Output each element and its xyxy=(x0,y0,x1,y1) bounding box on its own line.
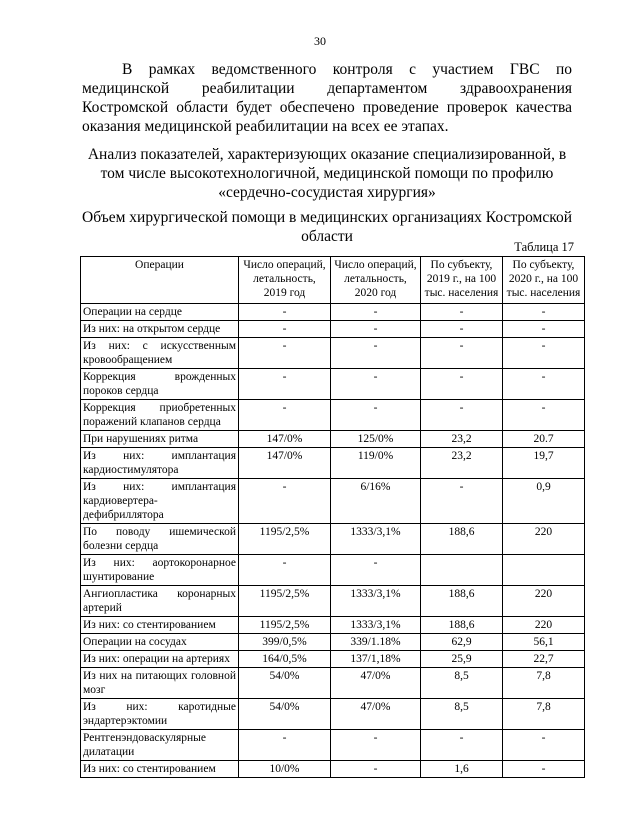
value-cell: - xyxy=(239,304,331,321)
operation-name-cell: Из них: на открытом сердце xyxy=(81,321,239,338)
table-row xyxy=(81,730,585,761)
value-cell: 220 xyxy=(503,617,585,634)
value-cell: - xyxy=(421,400,503,431)
value-cell: - xyxy=(421,479,503,524)
table-row xyxy=(81,321,585,338)
value-cell: - xyxy=(239,321,331,338)
value-cell: - xyxy=(503,304,585,321)
surgery-volume-table xyxy=(80,256,585,778)
value-cell: 1333/3,1% xyxy=(331,617,421,634)
value-cell: 0,9 xyxy=(503,479,585,524)
value-cell: - xyxy=(503,400,585,431)
value-cell: - xyxy=(331,555,421,586)
table-caption: Таблица 17 xyxy=(514,240,574,254)
table-row xyxy=(81,524,585,555)
value-cell: - xyxy=(421,321,503,338)
value-cell: 188,6 xyxy=(421,586,503,617)
table-row xyxy=(81,369,585,400)
value-cell: 7,8 xyxy=(503,668,585,699)
table-row xyxy=(81,448,585,479)
value-cell: 23,2 xyxy=(421,431,503,448)
table-row xyxy=(81,400,585,431)
value-cell: 1195/2,5% xyxy=(239,617,331,634)
value-cell: 62,9 xyxy=(421,634,503,651)
value-cell: 25,9 xyxy=(421,651,503,668)
value-cell: 339/1.18% xyxy=(331,634,421,651)
section-heading: Анализ показателей, характеризующих оказание специализированной, в том числе высокотехнологичной, медицинской помощи по профилю «сердечно-сосудистая хирургия» xyxy=(87,146,567,201)
table-title: Объем хирургической помощи в медицинских организациях Костромской области xyxy=(82,209,573,245)
value-cell: 7,8 xyxy=(503,699,585,730)
table-row xyxy=(81,555,585,586)
operation-name-cell: По поводу ишемической болезни сердца xyxy=(81,524,239,555)
value-cell: 220 xyxy=(503,586,585,617)
table-row xyxy=(81,338,585,369)
table-header-row xyxy=(81,257,585,304)
value-cell: - xyxy=(331,730,421,761)
value-cell: 1333/3,1% xyxy=(331,524,421,555)
value-cell: - xyxy=(503,761,585,778)
value-cell: 6/16% xyxy=(331,479,421,524)
value-cell: 47/0% xyxy=(331,668,421,699)
page-number: 30 xyxy=(314,34,326,48)
value-cell: 22,7 xyxy=(503,651,585,668)
value-cell: 1195/2,5% xyxy=(239,524,331,555)
value-cell: 119/0% xyxy=(331,448,421,479)
value-cell: - xyxy=(503,730,585,761)
table-row xyxy=(81,431,585,448)
table-row xyxy=(81,668,585,699)
operation-name-cell: При нарушениях ритма xyxy=(81,431,239,448)
table-row xyxy=(81,304,585,321)
value-cell: - xyxy=(239,338,331,369)
value-cell xyxy=(503,555,585,586)
table-row xyxy=(81,479,585,524)
table-row xyxy=(81,634,585,651)
value-cell: 10/0% xyxy=(239,761,331,778)
value-cell: 54/0% xyxy=(239,668,331,699)
value-cell: 56,1 xyxy=(503,634,585,651)
value-cell: 1333/3,1% xyxy=(331,586,421,617)
value-cell: - xyxy=(503,321,585,338)
value-cell: - xyxy=(421,338,503,369)
value-cell: - xyxy=(331,369,421,400)
operation-name-cell: Коррекция приобретенных поражений клапанов сердца xyxy=(81,400,239,431)
value-cell: 1,6 xyxy=(421,761,503,778)
value-cell: - xyxy=(421,304,503,321)
header-operations: Операции xyxy=(81,257,239,304)
table-row xyxy=(81,617,585,634)
value-cell: - xyxy=(421,369,503,400)
operation-name-cell: Из них на питающих головной мозг xyxy=(81,668,239,699)
value-cell: - xyxy=(331,321,421,338)
value-cell: 125/0% xyxy=(331,431,421,448)
operation-name-cell: Из них: со стентированием xyxy=(81,761,239,778)
value-cell: 1195/2,5% xyxy=(239,586,331,617)
value-cell: 20.7 xyxy=(503,431,585,448)
value-cell: - xyxy=(331,400,421,431)
value-cell: - xyxy=(331,761,421,778)
value-cell: 137/1,18% xyxy=(331,651,421,668)
operation-name-cell: Коррекция врожденных пороков сердца xyxy=(81,369,239,400)
header-count-2020: Число операций, летальность, 2020 год xyxy=(331,257,421,304)
operation-name-cell: Из них: со стентированием xyxy=(81,617,239,634)
value-cell xyxy=(421,555,503,586)
value-cell: 147/0% xyxy=(239,431,331,448)
operation-name-cell: Операции на сердце xyxy=(81,304,239,321)
value-cell: - xyxy=(503,338,585,369)
table-row xyxy=(81,651,585,668)
value-cell: 164/0,5% xyxy=(239,651,331,668)
value-cell: 147/0% xyxy=(239,448,331,479)
value-cell: - xyxy=(331,338,421,369)
value-cell: - xyxy=(239,555,331,586)
value-cell: - xyxy=(331,304,421,321)
operation-name-cell: Рентгенэндоваскулярные дилатации xyxy=(81,730,239,761)
operation-name-cell: Из них: имплантация кардиовертера-дефибриллятора xyxy=(81,479,239,524)
value-cell: 220 xyxy=(503,524,585,555)
table-row xyxy=(81,699,585,730)
value-cell: 19,7 xyxy=(503,448,585,479)
value-cell: - xyxy=(239,479,331,524)
header-rate-2019: По субъекту, 2019 г., на 100 тыс. населения xyxy=(421,257,503,304)
operation-name-cell: Из них: с искусственным кровообращением xyxy=(81,338,239,369)
operation-name-cell: Ангиопластика коронарных артерий xyxy=(81,586,239,617)
value-cell: - xyxy=(239,400,331,431)
value-cell: - xyxy=(503,369,585,400)
value-cell: 54/0% xyxy=(239,699,331,730)
intro-paragraph: В рамках ведомственного контроля с участием ГВС по медицинской реабилитации департаментом здравоохранения Костромской области будет обеспечено проведение проверок качества оказания медицинской реабилитации на всех ее этапах. xyxy=(82,61,572,135)
header-rate-2020: По субъекту, 2020 г., на 100 тыс. населения xyxy=(503,257,585,304)
header-count-2019: Число операций, летальность, 2019 год xyxy=(239,257,331,304)
value-cell: 23,2 xyxy=(421,448,503,479)
value-cell: - xyxy=(239,369,331,400)
operation-name-cell: Операции на сосудах xyxy=(81,634,239,651)
table-row xyxy=(81,586,585,617)
value-cell: 399/0,5% xyxy=(239,634,331,651)
value-cell: - xyxy=(239,730,331,761)
value-cell: - xyxy=(421,730,503,761)
value-cell: 188,6 xyxy=(421,524,503,555)
operation-name-cell: Из них: операции на артериях xyxy=(81,651,239,668)
value-cell: 8,5 xyxy=(421,699,503,730)
operation-name-cell: Из них: каротидные эндартерэктомии xyxy=(81,699,239,730)
table-row xyxy=(81,761,585,778)
operation-name-cell: Из них: имплантация кардиостимулятора xyxy=(81,448,239,479)
value-cell: 47/0% xyxy=(331,699,421,730)
value-cell: 188,6 xyxy=(421,617,503,634)
value-cell: 8,5 xyxy=(421,668,503,699)
operation-name-cell: Из них: аортокоронарное шунтирование xyxy=(81,555,239,586)
